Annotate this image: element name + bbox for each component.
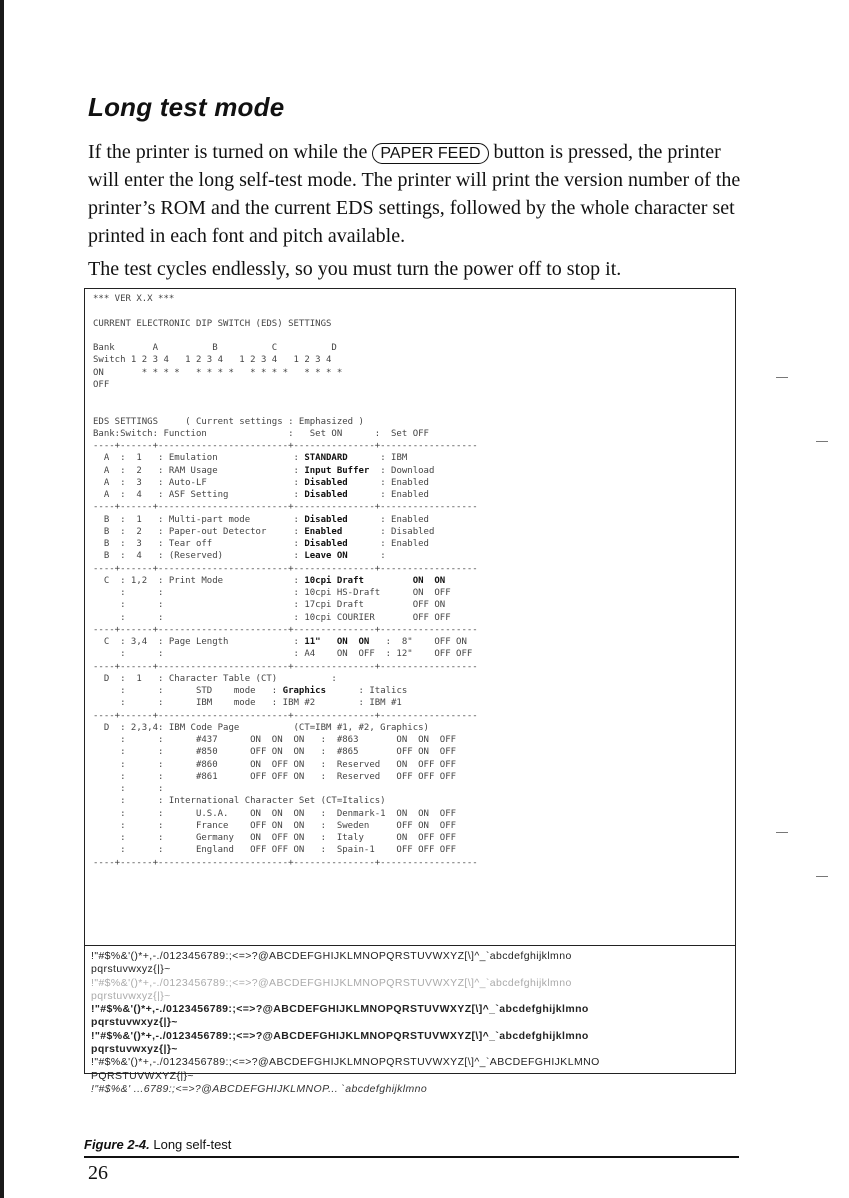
charset-line: pqrstuvwxyz{|}~ bbox=[91, 989, 171, 1002]
row-d234-g: : : U.S.A. ON ON ON : Denmark-1 ON ON OFF bbox=[93, 808, 457, 819]
cycle-paragraph: The test cycles endlessly, so you must turn the power off to stop it. bbox=[88, 258, 622, 280]
figure-caption bbox=[84, 1137, 231, 1152]
column-header: Bank:Switch: Function : Set ON : Set OFF bbox=[93, 428, 429, 439]
row-a2: A : 2 : RAM Usage : Input Buffer : Download bbox=[93, 465, 435, 476]
margin-mark bbox=[776, 832, 788, 833]
figure-text: Long self-test bbox=[149, 1137, 232, 1152]
character-set-sample bbox=[84, 946, 736, 1095]
row-a1: A : 1 : Emulation : STANDARD : IBM bbox=[93, 453, 408, 464]
row-d234-i: : : Germany ON OFF ON : Italy ON OFF OFF bbox=[93, 833, 457, 843]
row-c12-b: : : : 10cpi HS-Draft ON OFF bbox=[93, 588, 451, 598]
separator: ----+------+------------------------+---------------+------------------ bbox=[93, 502, 478, 513]
row-c12-c: : : : 17cpi Draft OFF ON bbox=[93, 600, 446, 611]
charset-line: !"#$%&'()*+,-./0123456789:;<=>?@ABCDEFGHIJKLMNOPQRSTUVWXYZ[\]^_`abcdefghijklmno bbox=[91, 976, 572, 989]
charset-line: !"#$%&'()*+,-./0123456789:;<=>?@ABCDEFGHIJKLMNOPQRSTUVWXYZ[\]^_`abcdefghijklmno bbox=[91, 1003, 589, 1016]
separator: ----+------+------------------------+---------------+------------------ bbox=[93, 441, 478, 451]
separator: ----+------+------------------------+---------------+------------------ bbox=[93, 857, 478, 868]
printout-header: *** VER X.X *** bbox=[93, 294, 175, 304]
row-c12-d: : : : 10cpi COURIER OFF OFF bbox=[93, 612, 451, 623]
row-c34-b: : : : A4 ON OFF : 12" OFF OFF bbox=[93, 649, 473, 660]
footer-rule bbox=[84, 1156, 739, 1158]
intro-text-start: If the printer is turned on while the bbox=[88, 141, 373, 163]
charset-line: PQRSTUVWXYZ{|}~ bbox=[91, 1069, 194, 1082]
row-c34-a: C : 3,4 : Page Length : 11" ON ON : 8" OFF ON bbox=[93, 637, 467, 647]
row-d234-j: : : England OFF OFF ON : Spain-1 OFF OFF OFF bbox=[93, 845, 457, 856]
margin-mark bbox=[776, 377, 788, 378]
intro-text-end: button is pressed, the printer will enter the long self-test mode. The printer will print the version number of the printer’s ROM and the current EDS settings, followed by the whole character set printed in each font and pitch available. bbox=[88, 141, 741, 247]
bank-row: Bank A B C D bbox=[93, 343, 337, 353]
separator: ----+------+------------------------+---------------+------------------ bbox=[93, 710, 478, 721]
margin-mark bbox=[816, 876, 828, 877]
charset-line: pqrstuvwxyz{|}~ bbox=[91, 1016, 178, 1029]
row-d234-f: : : International Character Set (CT=Italics) bbox=[93, 796, 386, 807]
charset-line: !"#$%&' ...6789:;<=>?@ABCDEFGHIJKLMNOP... `abcdefghijklmno bbox=[91, 1082, 428, 1095]
margin-mark bbox=[816, 441, 828, 442]
on-row: ON * * * * * * * * * * * * * * * * bbox=[93, 367, 343, 378]
row-d234-c: : : #850 OFF ON ON : #865 OFF ON OFF bbox=[93, 747, 457, 758]
row-b3: B : 3 : Tear off : Disabled : Enabled bbox=[93, 539, 429, 549]
row-d1-c: : : IBM mode : IBM #2 : IBM #1 bbox=[93, 698, 402, 709]
section-title: Long test mode bbox=[88, 92, 285, 122]
intro-paragraph bbox=[88, 138, 743, 250]
page-number: 26 bbox=[88, 1162, 108, 1184]
charset-line: !"#$%&'()*+,-./0123456789:;<=>?@ABCDEFGHIJKLMNOPQRSTUVWXYZ[\]^_`ABCDEFGHIJKLMNO bbox=[91, 1056, 600, 1069]
row-a4: A : 4 : ASF Setting : Disabled : Enabled bbox=[93, 490, 429, 500]
paper-feed-key: PAPER FEED bbox=[372, 143, 488, 164]
separator: ----+------+------------------------+---------------+------------------ bbox=[93, 624, 478, 635]
off-row: OFF bbox=[93, 379, 110, 390]
row-b4: B : 4 : (Reserved) : Leave ON : bbox=[93, 551, 386, 562]
row-d234-b: : : #437 ON ON ON : #863 ON ON OFF bbox=[93, 735, 457, 745]
row-d234-a: D : 2,3,4: IBM Code Page (CT=IBM #1, #2, Graphics) bbox=[93, 722, 429, 733]
page-edge bbox=[0, 0, 4, 1198]
row-d234-d: : : #860 ON OFF ON : Reserved ON OFF OFF bbox=[93, 759, 457, 770]
row-d1-b: : : STD mode : Graphics : Italics bbox=[93, 686, 408, 696]
charset-line: pqrstuvwxyz{|}~ bbox=[91, 963, 171, 976]
figure-label: Figure 2-4. bbox=[84, 1137, 150, 1152]
separator: ----+------+------------------------+---------------+------------------ bbox=[93, 661, 478, 672]
charset-line: !"#$%&'()*+,-./0123456789:;<=>?@ABCDEFGHIJKLMNOPQRSTUVWXYZ[\]^_`abcdefghijklmno bbox=[91, 1029, 589, 1042]
self-test-printout: *** VER X.X *** CURRENT ELECTRONIC DIP SWITCH (EDS) SETTINGS Bank A B C D Switch 1 2 3 4 1 2 3 4 1 2 3 4 1 2 3 4 ON * * * * * * * * * * * * * * * * OFF EDS SETTINGS ( Current settings : Emphasized ) Bank:Switch: Function : Set ON : Set OFF ----+------+------------------------+---------------+------------------ A : 1 : Emulation : STANDARD : IBM A : 2 : RAM Usage : Input Buffer : Download A : 3 : Auto-LF : Disabled : Enabled A : 4 : ASF Setting : Disabled : Enabled ----+------+------------------------+---------------+------------------ B : 1 : Multi-part mode : Disabled : Enabled B : 2 : Paper-out Detector : Enabled : Disabled B : 3 : Tear off : Disabled : Enabled B : 4 : (Reserved) : Leave ON : ----+------+------------------------+---------------+------------------ C : 1,2 : Print Mode : 10cpi Draft ON ON : : : 10cpi HS-Draft ON OFF : : : 17cpi Draft OFF ON : : : 10cpi COURIER OFF OFF ----+------+------------------------+---------------+------------------ C : 3,4 : Page Length : 11" ON ON : 8" OFF ON : : : A4 ON OFF : 12" OFF OFF ----+------+------------------------+---------------+------------------ D : 1 : Character Table (CT) : : : STD mode : Graphics : Italics : : IBM mode : IBM #2 : IBM #1 ----+------+------------------------+---------------+------------------ D : 2,3,4: IBM Code Page (CT=IBM #1, #2, Graphics) : : #437 ON ON ON : #863 ON ON OFF : : #850 OFF ON ON : #865 OFF ON OFF : : #860 ON OFF ON : Reserved ON OFF OFF : : #861 OFF OFF ON : Reserved OFF OFF OFF : : : : International Character Set (CT=Italics) : : U.S.A. ON ON ON : Denmark-1 ON ON OFF : : France OFF ON ON : Sweden OFF ON OFF : : Germany ON OFF ON : Italy ON OFF OFF : : England OFF OFF ON : Spain-1 OFF OFF OFF ----+------+------------------------+---------------+------------------ bbox=[84, 288, 736, 946]
row-b2: B : 2 : Paper-out Detector : Enabled : Disabled bbox=[93, 526, 435, 537]
row-c12-a: C : 1,2 : Print Mode : 10cpi Draft ON ON bbox=[93, 575, 446, 586]
row-d1-a: D : 1 : Character Table (CT) : bbox=[93, 673, 337, 684]
row-d234-e: : : #861 OFF OFF ON : Reserved OFF OFF OFF bbox=[93, 771, 457, 782]
separator: ----+------+------------------------+---------------+------------------ bbox=[93, 563, 478, 574]
charset-line: !"#$%&'()*+,-./0123456789:;<=>?@ABCDEFGHIJKLMNOPQRSTUVWXYZ[\]^_`abcdefghijklmno bbox=[91, 950, 572, 962]
row-b1: B : 1 : Multi-part mode : Disabled : Enabled bbox=[93, 514, 429, 525]
charset-line: pqrstuvwxyz{|}~ bbox=[91, 1043, 178, 1056]
row-a3: A : 3 : Auto-LF : Disabled : Enabled bbox=[93, 477, 429, 488]
switch-title: CURRENT ELECTRONIC DIP SWITCH (EDS) SETTINGS bbox=[93, 318, 332, 329]
switch-row: Switch 1 2 3 4 1 2 3 4 1 2 3 4 1 2 3 4 bbox=[93, 355, 332, 366]
eds-header: EDS SETTINGS ( Current settings : Emphasized ) bbox=[93, 416, 364, 427]
row-d234-h: : : France OFF ON ON : Sweden OFF ON OFF bbox=[93, 820, 457, 831]
